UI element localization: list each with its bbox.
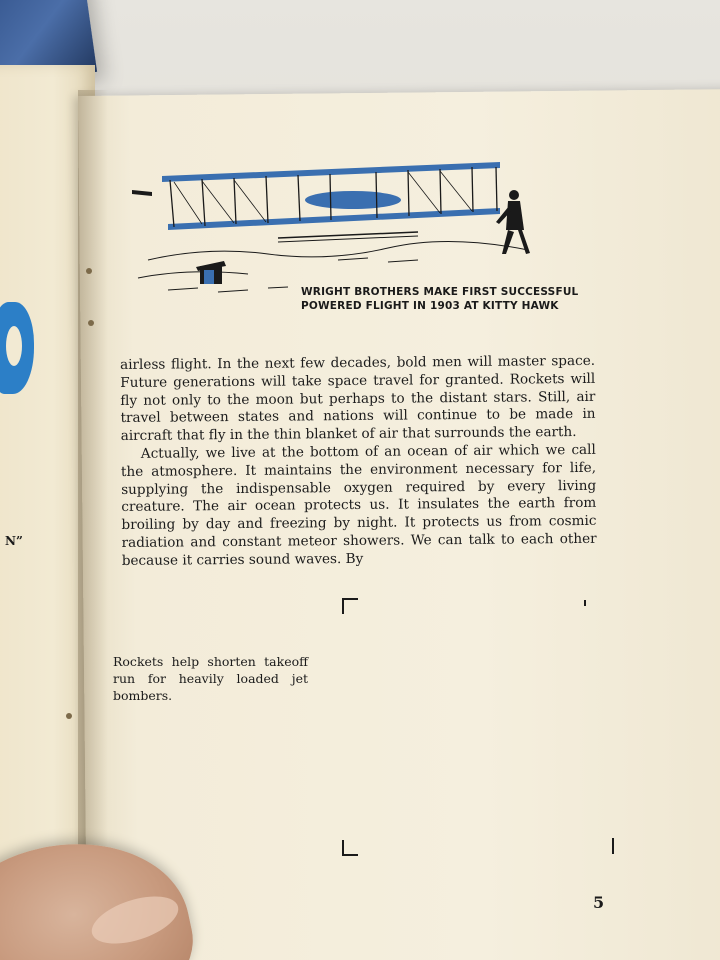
- engine-body: [305, 191, 401, 209]
- illustration-caption-line2: POWERED FLIGHT IN 1903 AT KITTY HAWK: [301, 300, 559, 312]
- staple-hole-icon: [88, 320, 94, 326]
- staple-hole-icon: [86, 268, 92, 274]
- main-body-text: [120, 353, 597, 571]
- left-page-quote-fragment: N”: [5, 534, 23, 548]
- illustration-caption: [301, 285, 578, 313]
- photo-corner-mark: [584, 600, 586, 606]
- photo-corner-bottom-left: [342, 840, 358, 856]
- illustration-caption-line1: WRIGHT BROTHERS MAKE FIRST SUCCESSFUL: [301, 286, 579, 298]
- lower-wing: [168, 208, 500, 230]
- body-paragraph-1: airless flight. In the next few decades, bold men will master space. Future generations will take space travel for granted. Rockets will fly not only to the moon but perhaps to the distant stars. Still, air travel between states and nations will continue to be made in aircraft that fly in the thin blanket of air that surrounds the earth.: [120, 352, 596, 445]
- side-photo-caption: Rockets help shorten takeoff run for heavily loaded jet bombers.: [113, 654, 308, 703]
- elevator: [132, 190, 152, 196]
- running-man-figure: [496, 190, 530, 254]
- page-number: 5: [593, 893, 605, 912]
- staple-hole-icon: [66, 713, 72, 719]
- upper-wing: [162, 162, 500, 182]
- photo-corner-bottom-right: [612, 838, 614, 854]
- book-gutter-shadow: [78, 90, 108, 960]
- photo-corner-top-left: [342, 598, 358, 614]
- body-paragraph-2: Actually, we live at the bottom of an ocean of air which we call the atmosphere. It maintains the environment necessary for life, supplying the indispensable oxygen required by every living creature. The air ocean protects us. It insulates the earth from broiling by day and freezing by night. It protects us from cosmic radiation and constant meteor showers. We can talk to each other because it carries sound waves. By: [120, 441, 597, 569]
